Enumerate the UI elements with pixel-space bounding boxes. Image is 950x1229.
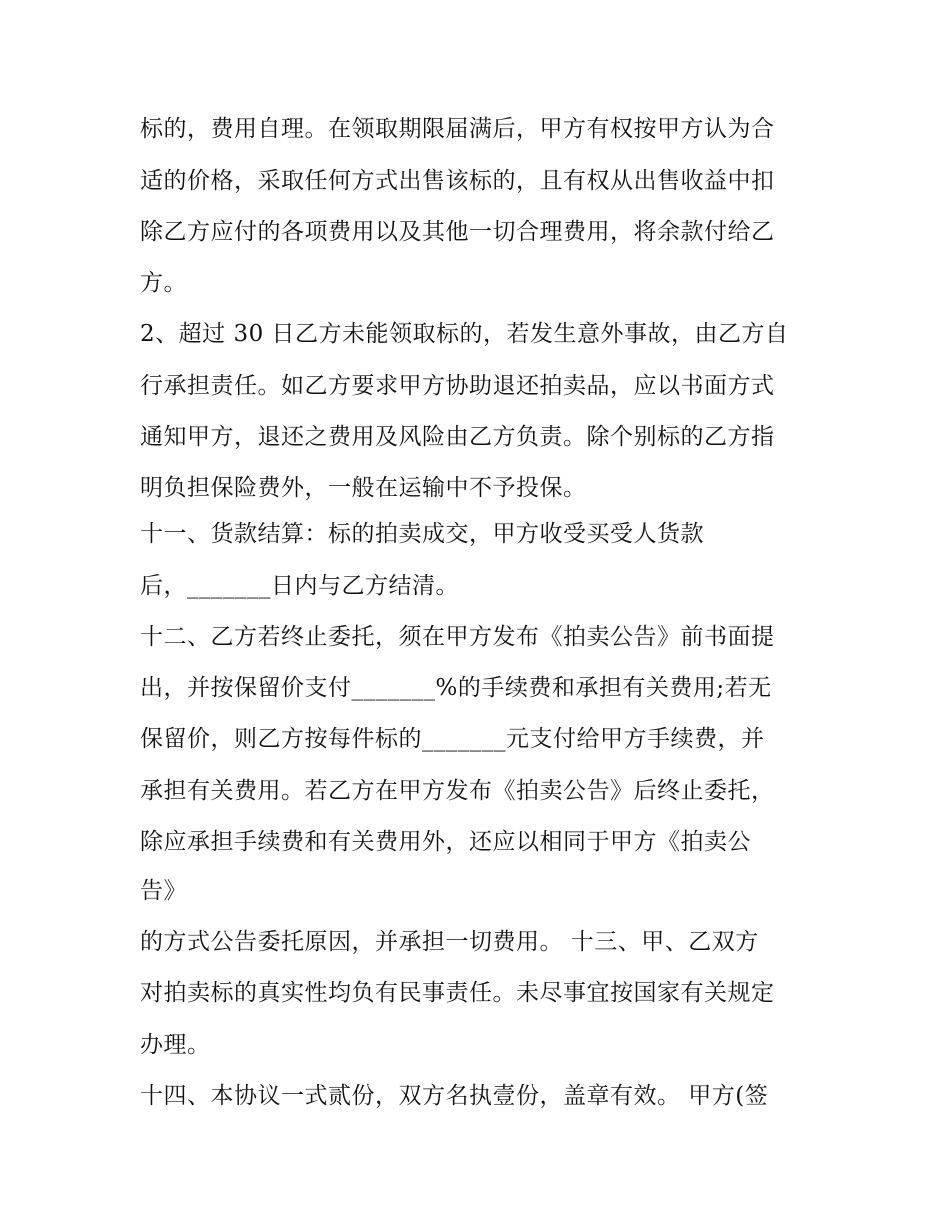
text-line: 十二、乙方若终止委托，须在甲方发布《拍卖公告》前书面提: [140, 624, 775, 650]
text-line: 后，_______日内与乙方结清。: [140, 573, 459, 599]
text-line: 十四、本协议一式贰份，双方名执壹份，盖章有效。 甲方(签: [140, 1083, 769, 1109]
text-line: 2、超过 30 日乙方未能领取标的，若发生意外事故，由乙方自: [140, 321, 789, 347]
text-line: 十一、货款结算：标的拍卖成交，甲方收受买受人货款: [140, 521, 704, 547]
text-line: 明负担保险费外，一般在运输中不予投保。: [140, 475, 587, 501]
text-line: 对拍卖标的真实性均负有民事责任。未尽事宜按国家有关规定: [140, 980, 775, 1006]
text-line: 的方式公告委托原因，并承担一切费用。 十三、甲、乙双方: [140, 929, 759, 955]
text-line: 承担有关费用。若乙方在甲方发布《拍卖公告》后终止委托，: [140, 778, 775, 804]
text-line: 方。: [140, 270, 187, 296]
text-line: 出，并按保留价支付_______%的手续费和承担有关费用;若无: [140, 675, 772, 701]
text-line: 保留价，则乙方按每件标的_______元支付给甲方手续费，并: [140, 726, 765, 752]
text-line: 通知甲方，退还之费用及风险由乙方负责。除个别标的乙方指: [140, 424, 775, 450]
text-line: 除应承担手续费和有关费用外，还应以相同于甲方《拍卖公: [140, 829, 751, 855]
text-line: 告》: [140, 878, 187, 904]
text-line: 适的价格，采取任何方式出售该标的，且有权从出售收益中扣: [140, 168, 775, 194]
text-line: 标的，费用自理。在领取期限届满后，甲方有权按甲方认为合: [140, 116, 775, 142]
text-line: 除乙方应付的各项费用以及其他一切合理费用，将余款付给乙: [140, 219, 775, 245]
text-line: 办理。: [140, 1032, 211, 1058]
text-line: 行承担责任。如乙方要求甲方协助退还拍卖品，应以书面方式: [140, 373, 775, 399]
